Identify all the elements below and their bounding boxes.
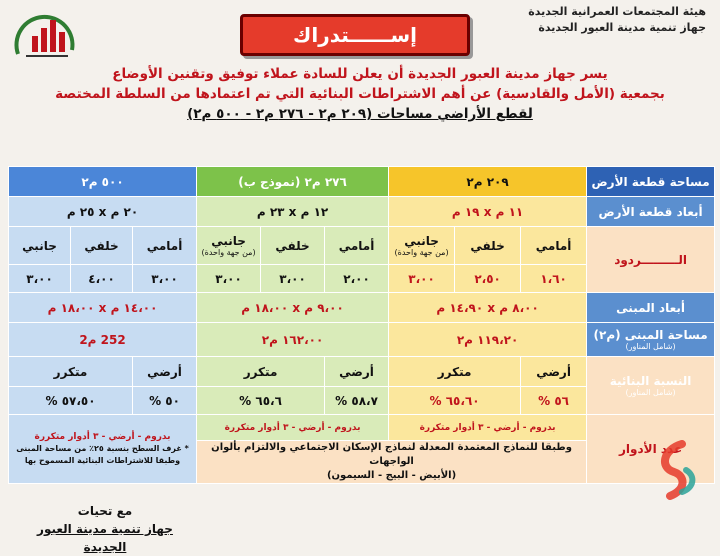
row-label: عدد الأدوار bbox=[587, 415, 715, 484]
ratio-value: ٦٥،٦٠ % bbox=[389, 387, 521, 415]
typical-header: متكرر bbox=[389, 357, 521, 387]
floors-500-line: بدروم - أرضي - ٣ أدوار متكررة bbox=[34, 432, 171, 442]
intro-line-3: لقطع الأراضي مساحات (٢٠٩ م٢ - ٢٧٦ م٢ - ٥٠٠ م٢) bbox=[187, 106, 533, 122]
floors-500-note: وطبقا للاشتراطات البنائية المسموح بها bbox=[24, 456, 181, 465]
typical-header: متكرر bbox=[9, 357, 133, 387]
dims-209: ١١ م x ١٩ م bbox=[389, 197, 587, 227]
side-label: جانبي bbox=[404, 234, 439, 248]
table-row bbox=[9, 323, 715, 357]
org-name: هيئة المجتمعات العمرانية الجديدة bbox=[528, 5, 706, 18]
dims-500: ٢٠ م x ٢٥ م bbox=[9, 197, 197, 227]
correction-banner bbox=[240, 14, 470, 56]
side-note: (من جهة واحدة) bbox=[394, 248, 449, 257]
organization-header bbox=[486, 4, 706, 36]
ratio-value: ٦٥،٦ % bbox=[197, 387, 325, 415]
row-label bbox=[587, 357, 715, 415]
table-row bbox=[9, 293, 715, 323]
intro-line-1: يسر جهاز مدينة العبور الجديدة أن يعلن للسادة عملاء توفيق وتقنين الأوضاع bbox=[112, 66, 608, 82]
setback-value: ٢،٥٠ bbox=[455, 265, 521, 293]
area-276-header: ٢٧٦ م٢ (نموذج ب) bbox=[197, 167, 389, 197]
ground-header: أرضي bbox=[325, 357, 389, 387]
ratio-value: ٥٧،٥٠ % bbox=[9, 387, 133, 415]
ground-header: أرضي bbox=[133, 357, 197, 387]
building-dims-209: ٨،٠٠ م x ١٤،٩٠ م bbox=[389, 293, 587, 323]
building-area-500: 252 م2 bbox=[9, 323, 197, 357]
table-row bbox=[9, 227, 715, 265]
floors-209: بدروم - أرضي - ٣ أدوار متكررة bbox=[389, 415, 587, 441]
table-row bbox=[9, 197, 715, 227]
ratio-value: ٥٦ % bbox=[521, 387, 587, 415]
row-label: أبعاد قطعة الأرض bbox=[587, 197, 715, 227]
setback-value: ١،٦٠ bbox=[521, 265, 587, 293]
footer-signature bbox=[20, 502, 190, 556]
setback-side-header bbox=[389, 227, 455, 265]
setback-back-header: خلفي bbox=[455, 227, 521, 265]
setback-front-header: أمامي bbox=[325, 227, 389, 265]
footer-agency: جهاز تنمية مدينة العبور الجديدة bbox=[37, 522, 173, 554]
ratio-label: النسبة البنائية bbox=[609, 374, 692, 388]
row-label: مساحة قطعة الأرض bbox=[587, 167, 715, 197]
facade-note bbox=[197, 441, 587, 484]
building-conditions-table bbox=[8, 166, 715, 484]
floors-500 bbox=[9, 415, 197, 484]
area-500-header: ٥٠٠ م٢ bbox=[9, 167, 197, 197]
setback-value: ٣،٠٠ bbox=[197, 265, 261, 293]
ratio-value: ٥٠ % bbox=[133, 387, 197, 415]
building-dims-276: ٩،٠٠ م x ١٨،٠٠ م bbox=[197, 293, 389, 323]
ratio-note: (شامل المناور) bbox=[625, 388, 676, 397]
ground-header: أرضي bbox=[521, 357, 587, 387]
setback-side-header bbox=[197, 227, 261, 265]
facade-note-line: وطبقا للنماذج المعتمدة المعدلة لنماذج الإسكان الاجتماعي والالتزام بألوان الواجهات bbox=[211, 442, 572, 467]
setback-value: ٣،٠٠ bbox=[261, 265, 325, 293]
table-row bbox=[9, 167, 715, 197]
floors-276: بدروم - أرضي - ٣ أدوار متكررة bbox=[197, 415, 389, 441]
setback-front-header: أمامي bbox=[133, 227, 197, 265]
intro-line-2: بجمعية (الأمل والقادسية) عن أهم الاشتراطات البنائية التي تم اعتمادها من السلطة المختصة bbox=[55, 86, 665, 102]
ratio-value: ٥٨،٧ % bbox=[325, 387, 389, 415]
setback-front-header: أمامي bbox=[521, 227, 587, 265]
row-label: أبعاد المبنى bbox=[587, 293, 715, 323]
footer-greeting: مع تحيات bbox=[77, 504, 133, 518]
setback-value: ٣،٠٠ bbox=[133, 265, 197, 293]
building-area-209: ١١٩،٢٠ م٢ bbox=[389, 323, 587, 357]
side-label: جانبي bbox=[211, 234, 246, 248]
agency-logo-icon bbox=[12, 6, 82, 64]
org-subname: جهاز تنمية مدينة العبور الجديدة bbox=[538, 21, 706, 34]
barea-label: مساحة المبنى (م٢) bbox=[593, 328, 708, 342]
row-label bbox=[587, 323, 715, 357]
setback-value: ٣،٠٠ bbox=[9, 265, 71, 293]
row-label: الـــــــــردود bbox=[587, 227, 715, 293]
setback-side-header: جانبي bbox=[9, 227, 71, 265]
table-row bbox=[9, 415, 715, 441]
setback-value: ٢،٠٠ bbox=[325, 265, 389, 293]
floors-500-note: * غرف السطح بنسبة ٢٥٪ من مساحة المبنى bbox=[16, 444, 189, 453]
building-area-276: ١٦٢،٠٠ م٢ bbox=[197, 323, 389, 357]
dims-276: ١٢ م x ٢٣ م bbox=[197, 197, 389, 227]
setback-value: ٤،٠٠ bbox=[71, 265, 133, 293]
area-209-header: ٢٠٩ م٢ bbox=[389, 167, 587, 197]
typical-header: متكرر bbox=[197, 357, 325, 387]
setback-back-header: خلفي bbox=[261, 227, 325, 265]
banner-title: إســــــتدراك bbox=[293, 23, 417, 47]
barea-note: (شامل المناور) bbox=[625, 342, 676, 351]
watermark-icon bbox=[652, 440, 702, 500]
side-note: (من جهة واحدة) bbox=[201, 248, 256, 257]
setback-value: ٣،٠٠ bbox=[389, 265, 455, 293]
building-dims-500: ١٤،٠٠ م x ١٨،٠٠ م bbox=[9, 293, 197, 323]
table-row bbox=[9, 357, 715, 387]
announcement-text bbox=[10, 64, 710, 124]
setback-back-header: خلفي bbox=[71, 227, 133, 265]
facade-note-line: (الأبيض - البيج - السيمون) bbox=[326, 470, 457, 481]
